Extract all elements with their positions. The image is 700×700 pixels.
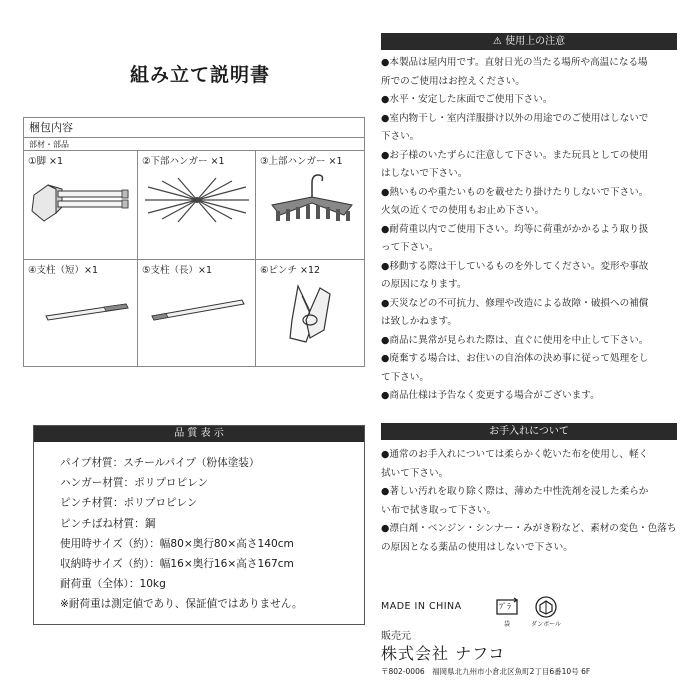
part-label: ②下部ハンガー ×1 xyxy=(142,156,225,167)
caution-heading: 使用上の注意 xyxy=(505,36,566,47)
long-pole-part-icon xyxy=(148,294,248,324)
plastic-mark-text: ﾌﾟﾗ xyxy=(499,602,511,611)
caution-line: ●天災などの不可抗力、修理や改造による故障・破損への補償 xyxy=(381,297,649,309)
part-cell-leg xyxy=(24,151,137,259)
quality-heading: 品 質 表 示 xyxy=(33,425,365,442)
caution-line: ●商品に異常が見られた際は、直ぐに使用を中止して下さい。 xyxy=(381,334,649,346)
care-list xyxy=(381,446,681,557)
caution-line: ●廃棄する場合は、お住いの自治体の決め事に従って処理をし xyxy=(381,353,649,364)
quality-line: 使用時サイズ（約）：幅80×奥行80×高さ140cm xyxy=(60,537,294,550)
part-cell-clothespin xyxy=(256,260,364,366)
package-subheading: 部材・部品 xyxy=(24,138,364,151)
part-label: ⑥ピンチ ×12 xyxy=(260,265,321,276)
caution-line: 火気の近くでの使用もお止め下さい。 xyxy=(381,205,545,216)
company-address: 〒802-0006 福岡県北九州市小倉北区魚町2丁目6番10号 6F xyxy=(381,667,591,676)
part-cell-lower-hanger xyxy=(138,151,255,259)
quality-line: 収納時サイズ（約）：幅16×奥行16×高さ167cm xyxy=(60,558,294,571)
quality-line: ※耐荷重は測定値であり、保証値ではありません。 xyxy=(60,598,303,611)
caution-line: ●室内物干し・室内洋服掛け以外の用途でのご使用はしないで xyxy=(381,112,649,124)
clothespin-part-icon xyxy=(280,280,350,350)
caution-list xyxy=(381,54,681,406)
caution-line: ●お子様のいたずらに注意して下さい。また玩具としての使用 xyxy=(381,149,649,161)
care-line: ●漂白剤・ベンジン・シンナー・みがき粉など、素材の変色・色落ち xyxy=(381,523,677,534)
part-cell-upper-hanger xyxy=(256,151,364,259)
cardboard-recycle-mark xyxy=(526,596,566,628)
package-contents-table xyxy=(23,117,365,367)
quality-line: ピンチばね材質：鋼 xyxy=(60,517,156,530)
caution-line: は致しかねます。 xyxy=(381,316,457,327)
caution-line: 下さい。 xyxy=(381,131,420,142)
quality-line: ピンチ材質：ポリプロピレン xyxy=(60,497,198,510)
care-line: ●著しい汚れを取り除く際は、薄めた中性洗剤を浸した柔らか xyxy=(381,486,649,497)
part-cell-long-pole xyxy=(138,260,255,366)
plastic-recycle-mark xyxy=(494,596,520,628)
lower-hanger-part-icon xyxy=(142,175,252,225)
part-label: ④支柱（短）×1 xyxy=(28,265,99,276)
quality-line: パイプ材質：スチールパイプ（粉体塗装） xyxy=(60,457,260,469)
seller-label: 販売元 xyxy=(381,631,411,642)
care-line: い布で拭き取って下さい。 xyxy=(381,504,497,516)
warning-icon: ⚠ xyxy=(492,36,502,47)
caution-line: ●商品仕様は予告なく変更する場合がございます。 xyxy=(381,390,600,401)
caution-line: の原因になります。 xyxy=(381,279,467,290)
part-label: ③上部ハンガー ×1 xyxy=(260,156,343,167)
caution-line: はしないで下さい。 xyxy=(381,168,468,179)
quality-line: 耐荷重（全体）：10kg xyxy=(60,578,166,591)
page-title: 組み立て説明書 xyxy=(129,64,270,86)
plastic-caption: 袋 xyxy=(503,621,510,628)
upper-hanger-part-icon xyxy=(266,171,358,231)
caution-line: ●本製品は屋内用です。直射日光の当たる場所や高温になる場 xyxy=(381,57,648,68)
caution-line: って下さい。 xyxy=(381,242,439,253)
part-label: ①脚 ×1 xyxy=(28,156,64,167)
caution-line: ●移動する際は干しているものを外してください。変形や事故 xyxy=(381,260,649,272)
caution-heading-bar xyxy=(381,33,677,50)
short-pole-part-icon xyxy=(42,296,132,326)
package-heading: 梱包内容 xyxy=(24,118,364,138)
caution-line: ●熱いものや重たいものを載せたり掛けたりしないで下さい。 xyxy=(381,186,649,198)
made-in-label: MADE IN CHINA xyxy=(381,601,462,612)
cardboard-recycle-icon xyxy=(534,596,558,618)
quality-list xyxy=(60,453,303,615)
care-heading: お手入れについて xyxy=(381,423,677,440)
caution-line: て下さい。 xyxy=(381,371,429,383)
company-name: 株式会社 ナフコ xyxy=(381,644,506,663)
part-label: ⑤支柱（長）×1 xyxy=(142,265,213,276)
leg-part-icon xyxy=(28,177,132,227)
care-line: の原因となる薬品の使用はしないで下さい。 xyxy=(381,541,573,553)
quality-line: ハンガー材質：ポリプロピレン xyxy=(60,477,209,490)
caution-line: 所でのご使用はお控えください。 xyxy=(381,75,525,87)
caution-line: ●水平・安定した床面でご使用下さい。 xyxy=(381,94,553,105)
cardboard-caption: ダンボール xyxy=(531,621,561,628)
part-cell-short-pole xyxy=(24,260,137,366)
care-line: ●通常のお手入れについては柔らかく乾いた布を使用し、軽く xyxy=(381,449,649,460)
care-line: 拭いて下さい。 xyxy=(381,467,449,479)
caution-line: ●耐荷重以内でご使用下さい。均等に荷重がかかるよう取り扱 xyxy=(381,223,649,235)
